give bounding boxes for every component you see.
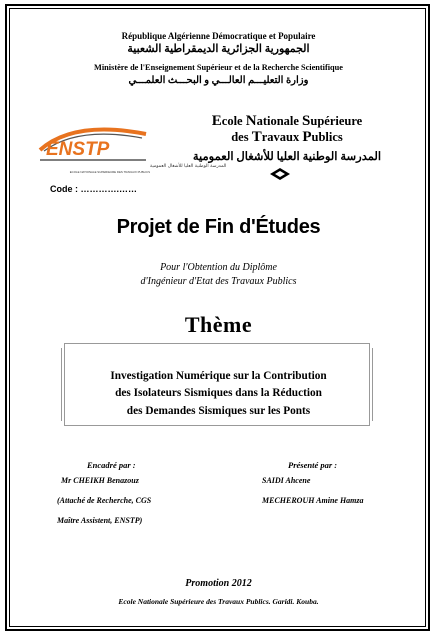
theme-line-2: des Isolateurs Sismiques dans la Réduction (115, 387, 322, 399)
code-label: Code : ………….…… (50, 184, 137, 194)
promotion-year: Promotion 2012 (185, 578, 252, 589)
diamond-ornament-icon (269, 167, 291, 181)
footer-address: Ecole Nationale Supérieure des Travaux Publics. Garidi. Kouba. (118, 597, 319, 606)
logo-caption-ar: المدرسة الوطنية العليا للأشغال العمومية (150, 164, 227, 169)
obtention-line-2: d'Ingénieur d'Etat des Travaux Publics (140, 276, 297, 287)
student-name-1: SAIDI Ahcene (262, 476, 311, 485)
supervisor-affiliation-2: Maître Assistent, ENSTP) (57, 516, 143, 525)
school-name-ar: المدرسة الوطنية العليا للأشغال العمومية (192, 151, 382, 163)
logo-text: ENSTP (46, 139, 110, 160)
supervisor-affiliation-1: (Attaché de Recherche, CGS (57, 496, 152, 505)
republic-fr: République Algérienne Démocratique et Populaire (121, 31, 316, 41)
theme-line-1: Investigation Numérique sur la Contribution (110, 370, 327, 382)
school-name-line2: des Travaux Publics (231, 129, 343, 145)
theme-heading: Thème (184, 312, 253, 337)
obtention-line-1: Pour l'Obtention du Diplôme (160, 262, 277, 273)
supervisor-name: Mr CHEIKH Benazouz (61, 476, 139, 485)
document-title: Projet de Fin d'Études (116, 216, 321, 238)
logo-caption-fr: ECOLE NATIONALE SUPERIEURE DES TRAVAUX PUBLICS (69, 170, 150, 174)
school-name-line1: Ecole Nationale Supérieure (211, 113, 363, 129)
theme-line-3: des Demandes Sismiques sur les Ponts (126, 405, 311, 417)
republic-ar: الجمهورية الجزائرية الديمقراطية الشعبية (127, 43, 310, 55)
student-name-2: MECHEROUH Amine Hamza (262, 496, 364, 505)
students-heading: Présenté par : (288, 460, 338, 470)
ministry-fr: Ministère de l'Enseignement Supérieur et de la Recherche Scientifique (94, 63, 343, 72)
ministry-ar: وزارة التعليـــم العالـــي و البحـــث العلمـــي (128, 75, 309, 86)
enstp-logo (34, 120, 227, 176)
supervisor-heading: Encadré par : (87, 460, 136, 470)
